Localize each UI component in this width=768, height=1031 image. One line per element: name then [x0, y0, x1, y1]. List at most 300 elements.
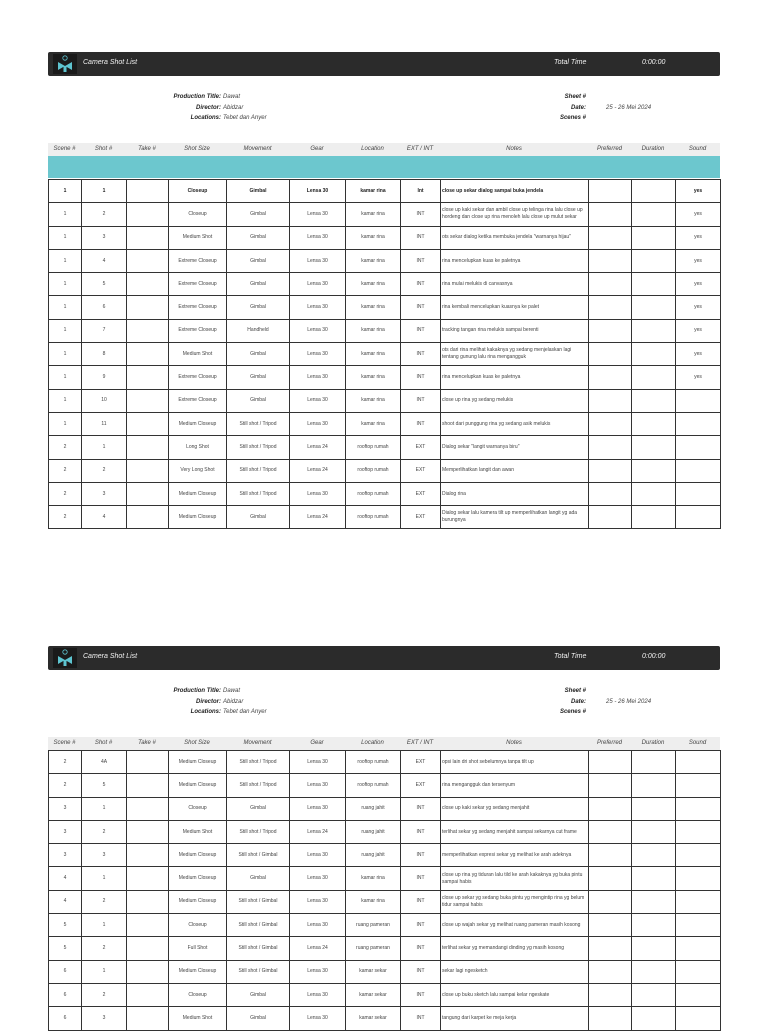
- cell-preferred[interactable]: [589, 389, 632, 412]
- cell-duration[interactable]: [632, 937, 676, 960]
- cell-scene[interactable]: 1: [49, 412, 82, 435]
- cell-gear[interactable]: Lensa 30: [290, 1007, 346, 1030]
- cell-scene[interactable]: 1: [49, 203, 82, 226]
- cell-gear[interactable]: Lensa 30: [290, 203, 346, 226]
- cell-gear[interactable]: Lensa 30: [290, 412, 346, 435]
- cell-duration[interactable]: [632, 436, 676, 459]
- cell-notes[interactable]: ots sekar dialog ketika membuka jendela "warnanya hijau": [441, 226, 589, 249]
- cell-movement[interactable]: Gimbal: [227, 203, 290, 226]
- cell-location[interactable]: ruang jahit: [346, 844, 401, 867]
- cell-shot[interactable]: 4A: [82, 751, 127, 774]
- cell-shot[interactable]: 4: [82, 506, 127, 529]
- cell-sound[interactable]: [676, 389, 721, 412]
- cell-location[interactable]: kamar rina: [346, 389, 401, 412]
- cell-shot[interactable]: 5: [82, 774, 127, 797]
- cell-duration[interactable]: [632, 820, 676, 843]
- cell-scene[interactable]: 1: [49, 319, 82, 342]
- cell-location[interactable]: ruang jahit: [346, 820, 401, 843]
- cell-movement[interactable]: Gimbal: [227, 1007, 290, 1030]
- cell-location[interactable]: kamar rina: [346, 296, 401, 319]
- cell-preferred[interactable]: [589, 890, 632, 913]
- cell-location[interactable]: kamar rina: [346, 890, 401, 913]
- cell-location[interactable]: kamar sekar: [346, 1007, 401, 1030]
- cell-size[interactable]: Extreme Closeup: [169, 319, 227, 342]
- cell-size[interactable]: Medium Closeup: [169, 960, 227, 983]
- cell-gear[interactable]: Lensa 30: [290, 844, 346, 867]
- cell-scene[interactable]: 6: [49, 960, 82, 983]
- cell-sound[interactable]: [676, 412, 721, 435]
- cell-gear[interactable]: Lensa 30: [290, 226, 346, 249]
- cell-duration[interactable]: [632, 867, 676, 890]
- cell-notes[interactable]: tracking tangan rina melukis sampai berenti: [441, 319, 589, 342]
- cell-duration[interactable]: [632, 914, 676, 937]
- cell-movement[interactable]: Still shot / Tripod: [227, 459, 290, 482]
- cell-take[interactable]: [127, 774, 169, 797]
- cell-shot[interactable]: 4: [82, 249, 127, 272]
- cell-duration[interactable]: [632, 296, 676, 319]
- cell-location[interactable]: ruang pameran: [346, 937, 401, 960]
- cell-preferred[interactable]: [589, 203, 632, 226]
- cell-size[interactable]: Extreme Closeup: [169, 366, 227, 389]
- cell-duration[interactable]: [632, 482, 676, 505]
- cell-shot[interactable]: 3: [82, 844, 127, 867]
- cell-location[interactable]: rooftop rumah: [346, 482, 401, 505]
- cell-size[interactable]: Medium Closeup: [169, 482, 227, 505]
- cell-take[interactable]: [127, 296, 169, 319]
- cell-size[interactable]: Extreme Closeup: [169, 296, 227, 319]
- cell-sound[interactable]: yes: [676, 343, 721, 366]
- cell-scene[interactable]: 2: [49, 459, 82, 482]
- cell-ext[interactable]: INT: [401, 412, 441, 435]
- cell-location[interactable]: ruang pameran: [346, 914, 401, 937]
- cell-sound[interactable]: yes: [676, 296, 721, 319]
- cell-size[interactable]: Closeup: [169, 797, 227, 820]
- cell-size[interactable]: Extreme Closeup: [169, 389, 227, 412]
- cell-gear[interactable]: Lensa 30: [290, 751, 346, 774]
- cell-movement[interactable]: Still shot / Gimbal: [227, 890, 290, 913]
- cell-gear[interactable]: Lensa 30: [290, 482, 346, 505]
- cell-scene[interactable]: 2: [49, 774, 82, 797]
- cell-notes[interactable]: close up kaki sekar dan ambil close up telinga rina lalu close up hordeng dan close up rina menoleh lalu close up mulut sekar: [441, 203, 589, 226]
- cell-duration[interactable]: [632, 774, 676, 797]
- cell-notes[interactable]: Dialog sekar "langit warnanya biru": [441, 436, 589, 459]
- cell-sound[interactable]: [676, 1007, 721, 1030]
- cell-preferred[interactable]: [589, 319, 632, 342]
- cell-take[interactable]: [127, 1007, 169, 1030]
- cell-gear[interactable]: Lensa 30: [290, 797, 346, 820]
- cell-duration[interactable]: [632, 319, 676, 342]
- cell-size[interactable]: Medium Closeup: [169, 774, 227, 797]
- cell-gear[interactable]: Lensa 30: [290, 343, 346, 366]
- cell-size[interactable]: Medium Closeup: [169, 506, 227, 529]
- cell-size[interactable]: Closeup: [169, 983, 227, 1006]
- cell-movement[interactable]: Handheld: [227, 319, 290, 342]
- cell-shot[interactable]: 2: [82, 820, 127, 843]
- cell-sound[interactable]: [676, 844, 721, 867]
- cell-ext[interactable]: INT: [401, 914, 441, 937]
- cell-scene[interactable]: 1: [49, 180, 82, 203]
- cell-preferred[interactable]: [589, 820, 632, 843]
- cell-movement[interactable]: Still shot / Tripod: [227, 412, 290, 435]
- cell-sound[interactable]: yes: [676, 366, 721, 389]
- cell-shot[interactable]: 7: [82, 319, 127, 342]
- cell-shot[interactable]: 3: [82, 482, 127, 505]
- cell-notes[interactable]: terlihat sekar yg memandangi dinding yg masih kosong: [441, 937, 589, 960]
- cell-scene[interactable]: 3: [49, 797, 82, 820]
- cell-gear[interactable]: Lensa 30: [290, 296, 346, 319]
- cell-location[interactable]: kamar sekar: [346, 960, 401, 983]
- cell-notes[interactable]: close up sekar dialog sampai buka jendela: [441, 180, 589, 203]
- cell-scene[interactable]: 4: [49, 890, 82, 913]
- cell-notes[interactable]: opsi lain dri shot sebelumnya tanpa tilt up: [441, 751, 589, 774]
- cell-preferred[interactable]: [589, 983, 632, 1006]
- cell-notes[interactable]: ots dari rina melihat kakaknya yg sedang menjelaskan lagi tentang gunung lalu rina mengangguk: [441, 343, 589, 366]
- cell-take[interactable]: [127, 506, 169, 529]
- cell-take[interactable]: [127, 389, 169, 412]
- cell-movement[interactable]: Still shot / Gimbal: [227, 937, 290, 960]
- cell-take[interactable]: [127, 797, 169, 820]
- cell-notes[interactable]: close up buku sketch lalu sampai kelar ngeskate: [441, 983, 589, 1006]
- cell-gear[interactable]: Lensa 30: [290, 960, 346, 983]
- cell-shot[interactable]: 8: [82, 343, 127, 366]
- cell-gear[interactable]: Lensa 30: [290, 319, 346, 342]
- cell-scene[interactable]: 1: [49, 389, 82, 412]
- cell-take[interactable]: [127, 459, 169, 482]
- cell-take[interactable]: [127, 867, 169, 890]
- cell-notes[interactable]: memperlihatkan expresi sekar yg melihat ke arah adeknya: [441, 844, 589, 867]
- cell-scene[interactable]: 1: [49, 343, 82, 366]
- cell-preferred[interactable]: [589, 366, 632, 389]
- cell-shot[interactable]: 10: [82, 389, 127, 412]
- cell-take[interactable]: [127, 249, 169, 272]
- cell-sound[interactable]: [676, 482, 721, 505]
- cell-size[interactable]: Medium Shot: [169, 343, 227, 366]
- cell-notes[interactable]: terlihat sekar yg sedang menjahit sampai sekarnya cut frame: [441, 820, 589, 843]
- cell-take[interactable]: [127, 914, 169, 937]
- cell-notes[interactable]: shoot dari punggung rina yg sedang asik melukis: [441, 412, 589, 435]
- cell-sound[interactable]: [676, 867, 721, 890]
- cell-ext[interactable]: INT: [401, 389, 441, 412]
- cell-duration[interactable]: [632, 203, 676, 226]
- cell-ext[interactable]: EXT: [401, 436, 441, 459]
- cell-notes[interactable]: close up kaki sekar yg sedang menjahit: [441, 797, 589, 820]
- cell-sound[interactable]: [676, 890, 721, 913]
- cell-shot[interactable]: 1: [82, 797, 127, 820]
- cell-movement[interactable]: Gimbal: [227, 366, 290, 389]
- cell-take[interactable]: [127, 751, 169, 774]
- cell-preferred[interactable]: [589, 797, 632, 820]
- cell-location[interactable]: kamar rina: [346, 226, 401, 249]
- cell-size[interactable]: Closeup: [169, 203, 227, 226]
- cell-notes[interactable]: close up rina yg sedang melukis: [441, 389, 589, 412]
- cell-ext[interactable]: INT: [401, 203, 441, 226]
- cell-size[interactable]: Long Shot: [169, 436, 227, 459]
- cell-location[interactable]: ruang jahit: [346, 797, 401, 820]
- cell-notes[interactable]: rina mencelupkan kuas ke paletnya: [441, 366, 589, 389]
- cell-duration[interactable]: [632, 412, 676, 435]
- cell-ext[interactable]: Int: [401, 180, 441, 203]
- cell-take[interactable]: [127, 273, 169, 296]
- cell-scene[interactable]: 2: [49, 436, 82, 459]
- cell-sound[interactable]: [676, 983, 721, 1006]
- cell-scene[interactable]: 5: [49, 937, 82, 960]
- cell-duration[interactable]: [632, 751, 676, 774]
- cell-scene[interactable]: 6: [49, 983, 82, 1006]
- cell-ext[interactable]: INT: [401, 960, 441, 983]
- cell-ext[interactable]: INT: [401, 319, 441, 342]
- cell-notes[interactable]: rina mulai melukis di canvasnya: [441, 273, 589, 296]
- cell-take[interactable]: [127, 482, 169, 505]
- cell-shot[interactable]: 2: [82, 983, 127, 1006]
- cell-scene[interactable]: 1: [49, 296, 82, 319]
- cell-scene[interactable]: 1: [49, 366, 82, 389]
- cell-location[interactable]: rooftop rumah: [346, 436, 401, 459]
- cell-take[interactable]: [127, 180, 169, 203]
- cell-scene[interactable]: 1: [49, 226, 82, 249]
- cell-location[interactable]: kamar rina: [346, 180, 401, 203]
- cell-take[interactable]: [127, 820, 169, 843]
- cell-scene[interactable]: 1: [49, 249, 82, 272]
- cell-preferred[interactable]: [589, 1007, 632, 1030]
- cell-movement[interactable]: Gimbal: [227, 867, 290, 890]
- cell-movement[interactable]: Gimbal: [227, 226, 290, 249]
- cell-scene[interactable]: 2: [49, 751, 82, 774]
- cell-location[interactable]: kamar rina: [346, 319, 401, 342]
- cell-movement[interactable]: Gimbal: [227, 506, 290, 529]
- cell-duration[interactable]: [632, 249, 676, 272]
- cell-scene[interactable]: 2: [49, 506, 82, 529]
- cell-take[interactable]: [127, 436, 169, 459]
- cell-take[interactable]: [127, 844, 169, 867]
- cell-shot[interactable]: 1: [82, 914, 127, 937]
- cell-size[interactable]: Medium Closeup: [169, 844, 227, 867]
- cell-movement[interactable]: Gimbal: [227, 180, 290, 203]
- cell-movement[interactable]: Still shot / Gimbal: [227, 844, 290, 867]
- cell-location[interactable]: kamar rina: [346, 273, 401, 296]
- cell-size[interactable]: Medium Closeup: [169, 751, 227, 774]
- cell-preferred[interactable]: [589, 960, 632, 983]
- cell-scene[interactable]: 1: [49, 273, 82, 296]
- cell-gear[interactable]: Lensa 30: [290, 914, 346, 937]
- cell-movement[interactable]: Gimbal: [227, 296, 290, 319]
- cell-sound[interactable]: [676, 774, 721, 797]
- cell-sound[interactable]: [676, 797, 721, 820]
- cell-location[interactable]: rooftop rumah: [346, 751, 401, 774]
- cell-ext[interactable]: INT: [401, 1007, 441, 1030]
- cell-preferred[interactable]: [589, 867, 632, 890]
- cell-gear[interactable]: Lensa 30: [290, 273, 346, 296]
- cell-shot[interactable]: 11: [82, 412, 127, 435]
- cell-preferred[interactable]: [589, 459, 632, 482]
- cell-duration[interactable]: [632, 459, 676, 482]
- cell-size[interactable]: Full Shot: [169, 937, 227, 960]
- cell-sound[interactable]: yes: [676, 273, 721, 296]
- cell-shot[interactable]: 5: [82, 273, 127, 296]
- cell-ext[interactable]: EXT: [401, 751, 441, 774]
- cell-sound[interactable]: [676, 436, 721, 459]
- cell-sound[interactable]: [676, 937, 721, 960]
- cell-preferred[interactable]: [589, 436, 632, 459]
- cell-ext[interactable]: INT: [401, 296, 441, 319]
- cell-location[interactable]: kamar sekar: [346, 983, 401, 1006]
- cell-size[interactable]: Medium Closeup: [169, 867, 227, 890]
- cell-gear[interactable]: Lensa 24: [290, 506, 346, 529]
- cell-sound[interactable]: [676, 914, 721, 937]
- cell-movement[interactable]: Still shot / Tripod: [227, 436, 290, 459]
- cell-gear[interactable]: Lensa 30: [290, 366, 346, 389]
- cell-movement[interactable]: Still shot / Tripod: [227, 820, 290, 843]
- cell-movement[interactable]: Gimbal: [227, 273, 290, 296]
- cell-sound[interactable]: [676, 751, 721, 774]
- cell-duration[interactable]: [632, 983, 676, 1006]
- cell-size[interactable]: Medium Shot: [169, 820, 227, 843]
- cell-shot[interactable]: 2: [82, 890, 127, 913]
- cell-shot[interactable]: 1: [82, 867, 127, 890]
- cell-ext[interactable]: INT: [401, 273, 441, 296]
- cell-notes[interactable]: sekar lagi ngesketch: [441, 960, 589, 983]
- cell-ext[interactable]: INT: [401, 797, 441, 820]
- cell-movement[interactable]: Gimbal: [227, 249, 290, 272]
- cell-shot[interactable]: 1: [82, 436, 127, 459]
- cell-gear[interactable]: Lensa 24: [290, 436, 346, 459]
- cell-sound[interactable]: yes: [676, 226, 721, 249]
- cell-sound[interactable]: [676, 960, 721, 983]
- cell-take[interactable]: [127, 343, 169, 366]
- cell-take[interactable]: [127, 226, 169, 249]
- cell-size[interactable]: Medium Closeup: [169, 890, 227, 913]
- cell-sound[interactable]: [676, 459, 721, 482]
- cell-size[interactable]: Medium Closeup: [169, 412, 227, 435]
- cell-preferred[interactable]: [589, 343, 632, 366]
- cell-movement[interactable]: Still shot / Tripod: [227, 482, 290, 505]
- cell-ext[interactable]: INT: [401, 890, 441, 913]
- cell-duration[interactable]: [632, 1007, 676, 1030]
- cell-gear[interactable]: Lensa 30: [290, 180, 346, 203]
- cell-ext[interactable]: INT: [401, 343, 441, 366]
- cell-size[interactable]: Closeup: [169, 914, 227, 937]
- cell-preferred[interactable]: [589, 914, 632, 937]
- cell-scene[interactable]: 6: [49, 1007, 82, 1030]
- cell-movement[interactable]: Still shot / Gimbal: [227, 960, 290, 983]
- cell-sound[interactable]: [676, 506, 721, 529]
- cell-shot[interactable]: 1: [82, 180, 127, 203]
- cell-notes[interactable]: rina mengangguk dan tersenyum: [441, 774, 589, 797]
- cell-shot[interactable]: 2: [82, 203, 127, 226]
- cell-duration[interactable]: [632, 389, 676, 412]
- cell-duration[interactable]: [632, 180, 676, 203]
- cell-gear[interactable]: Lensa 30: [290, 890, 346, 913]
- cell-duration[interactable]: [632, 273, 676, 296]
- cell-sound[interactable]: yes: [676, 180, 721, 203]
- cell-shot[interactable]: 3: [82, 1007, 127, 1030]
- cell-location[interactable]: rooftop rumah: [346, 459, 401, 482]
- cell-gear[interactable]: Lensa 30: [290, 389, 346, 412]
- cell-movement[interactable]: Still shot / Tripod: [227, 751, 290, 774]
- cell-location[interactable]: kamar rina: [346, 366, 401, 389]
- cell-ext[interactable]: INT: [401, 867, 441, 890]
- cell-duration[interactable]: [632, 844, 676, 867]
- cell-take[interactable]: [127, 983, 169, 1006]
- cell-scene[interactable]: 3: [49, 844, 82, 867]
- cell-gear[interactable]: Lensa 30: [290, 867, 346, 890]
- cell-take[interactable]: [127, 937, 169, 960]
- cell-take[interactable]: [127, 890, 169, 913]
- cell-sound[interactable]: [676, 820, 721, 843]
- cell-notes[interactable]: Memperlihatkan langit dan awan: [441, 459, 589, 482]
- cell-location[interactable]: rooftop rumah: [346, 774, 401, 797]
- cell-scene[interactable]: 2: [49, 482, 82, 505]
- cell-preferred[interactable]: [589, 937, 632, 960]
- cell-take[interactable]: [127, 412, 169, 435]
- cell-scene[interactable]: 3: [49, 820, 82, 843]
- cell-preferred[interactable]: [589, 273, 632, 296]
- cell-movement[interactable]: Still shot / Tripod: [227, 774, 290, 797]
- cell-duration[interactable]: [632, 890, 676, 913]
- cell-shot[interactable]: 9: [82, 366, 127, 389]
- cell-preferred[interactable]: [589, 774, 632, 797]
- cell-duration[interactable]: [632, 226, 676, 249]
- cell-gear[interactable]: Lensa 24: [290, 820, 346, 843]
- cell-preferred[interactable]: [589, 751, 632, 774]
- cell-duration[interactable]: [632, 366, 676, 389]
- cell-size[interactable]: Very Long Shot: [169, 459, 227, 482]
- cell-sound[interactable]: yes: [676, 319, 721, 342]
- cell-preferred[interactable]: [589, 506, 632, 529]
- cell-movement[interactable]: Gimbal: [227, 343, 290, 366]
- cell-location[interactable]: kamar rina: [346, 203, 401, 226]
- cell-take[interactable]: [127, 960, 169, 983]
- cell-ext[interactable]: EXT: [401, 774, 441, 797]
- cell-sound[interactable]: yes: [676, 249, 721, 272]
- cell-gear[interactable]: Lensa 30: [290, 774, 346, 797]
- cell-notes[interactable]: close up wajah sekar yg melihat ruang pameran masih kosong: [441, 914, 589, 937]
- cell-shot[interactable]: 2: [82, 459, 127, 482]
- cell-preferred[interactable]: [589, 412, 632, 435]
- cell-shot[interactable]: 3: [82, 226, 127, 249]
- cell-take[interactable]: [127, 203, 169, 226]
- cell-duration[interactable]: [632, 797, 676, 820]
- cell-notes[interactable]: rina kembali mencelupkan kuasnya ke palet: [441, 296, 589, 319]
- cell-movement[interactable]: Gimbal: [227, 797, 290, 820]
- cell-preferred[interactable]: [589, 226, 632, 249]
- cell-movement[interactable]: Gimbal: [227, 983, 290, 1006]
- cell-location[interactable]: kamar rina: [346, 412, 401, 435]
- cell-take[interactable]: [127, 366, 169, 389]
- cell-notes[interactable]: Dialog rina: [441, 482, 589, 505]
- cell-shot[interactable]: 6: [82, 296, 127, 319]
- cell-take[interactable]: [127, 319, 169, 342]
- cell-preferred[interactable]: [589, 844, 632, 867]
- cell-preferred[interactable]: [589, 296, 632, 319]
- cell-ext[interactable]: EXT: [401, 459, 441, 482]
- cell-size[interactable]: Closeup: [169, 180, 227, 203]
- cell-duration[interactable]: [632, 960, 676, 983]
- cell-gear[interactable]: Lensa 30: [290, 983, 346, 1006]
- cell-ext[interactable]: EXT: [401, 482, 441, 505]
- cell-ext[interactable]: INT: [401, 226, 441, 249]
- cell-gear[interactable]: Lensa 24: [290, 937, 346, 960]
- cell-location[interactable]: kamar rina: [346, 343, 401, 366]
- cell-size[interactable]: Extreme Closeup: [169, 273, 227, 296]
- cell-sound[interactable]: yes: [676, 203, 721, 226]
- cell-ext[interactable]: INT: [401, 249, 441, 272]
- cell-notes[interactable]: close up sekar yg sedang buka pintu yg mengintip rina yg belum tidur sampai habis: [441, 890, 589, 913]
- cell-ext[interactable]: EXT: [401, 506, 441, 529]
- cell-scene[interactable]: 5: [49, 914, 82, 937]
- cell-ext[interactable]: INT: [401, 820, 441, 843]
- cell-notes[interactable]: tangung dari karpet ke meja kerja: [441, 1007, 589, 1030]
- cell-size[interactable]: Extreme Closeup: [169, 249, 227, 272]
